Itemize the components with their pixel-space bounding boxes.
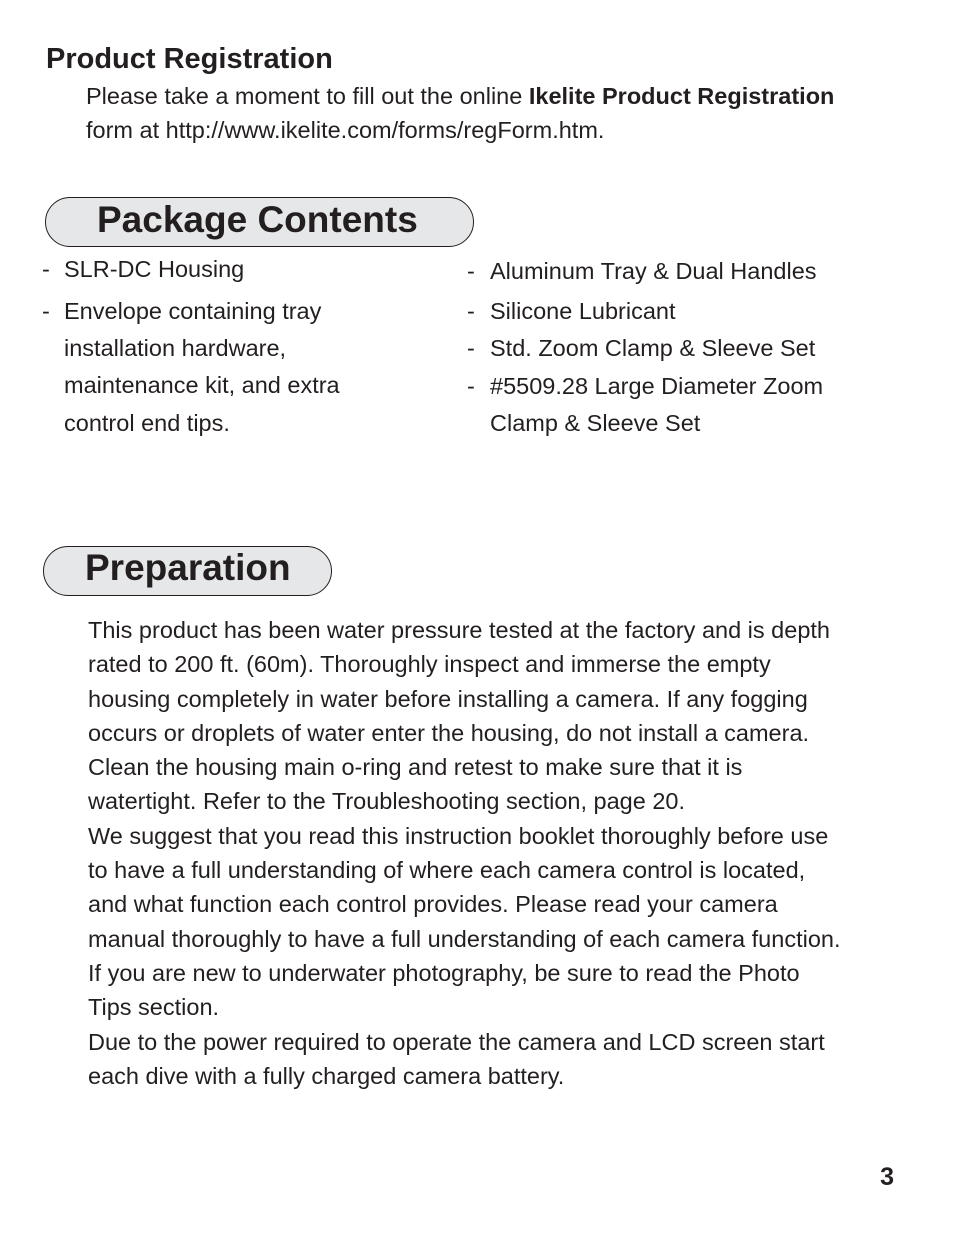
paragraph-line: Clean the housing main o-ring and retest to make sure that it is <box>88 754 743 781</box>
list-item-text: maintenance kit, and extra <box>64 372 340 398</box>
paragraph-line: If you are new to underwater photography, be sure to read the Photo <box>88 959 800 986</box>
registration-url-line: form at http://www.ikelite.com/forms/regForm.htm. <box>86 117 605 143</box>
list-item-text: #5509.28 Large Diameter Zoom <box>490 373 824 399</box>
registration-heading: Product Registration <box>46 43 333 75</box>
paragraph-line: to have a full understanding of where each camera control is located, <box>88 857 806 884</box>
paragraph-line: This product has been water pressure tested at the factory and is depth <box>88 617 830 643</box>
list-item-text: Silicone Lubricant <box>490 298 676 324</box>
bullet-dash: - <box>467 258 475 284</box>
list-item-text: installation hardware, <box>64 335 287 361</box>
bullet-dash: - <box>42 256 50 282</box>
bullet-dash: - <box>467 298 475 324</box>
list-item-text: Aluminum Tray & Dual Handles <box>490 258 817 284</box>
paragraph-line: occurs or droplets of water enter the housing, do not install a camera. <box>88 719 810 746</box>
bullet-dash: - <box>467 373 475 399</box>
registration-text: Please take a moment to fill out the online <box>86 83 529 109</box>
paragraph-line: each dive with a fully charged camera battery. <box>88 1062 565 1089</box>
list-item-text: Envelope containing tray <box>64 298 322 324</box>
paragraph-line: Due to the power required to operate the camera and LCD screen start <box>88 1028 825 1055</box>
paragraph-line: watertight. Refer to the Troubleshooting section, page 20. <box>88 788 686 815</box>
preparation-body <box>88 613 908 1093</box>
paragraph-line: We suggest that you read this instruction booklet thoroughly before use <box>88 822 829 849</box>
registration-text-line-1 <box>86 79 834 113</box>
package-contents-heading: Package Contents <box>97 199 418 240</box>
paragraph-line: rated to 200 ft. (60m). Thoroughly inspect and immerse the empty <box>88 651 771 678</box>
bullet-dash: - <box>42 298 50 324</box>
list-item-text: control end tips. <box>64 410 230 436</box>
page-number: 3 <box>880 1163 894 1191</box>
paragraph-line: manual thoroughly to have a full understanding of each camera function. <box>88 925 841 952</box>
registration-form-name: Ikelite Product Registration <box>528 83 835 109</box>
paragraph-line: housing completely in water before installing a camera. If any fogging <box>88 685 808 712</box>
list-item-text: Clamp & Sleeve Set <box>490 410 701 436</box>
paragraph-line: Tips section. <box>88 994 220 1021</box>
preparation-heading: Preparation <box>85 547 291 588</box>
bullet-dash: - <box>467 335 475 361</box>
paragraph-line: and what function each control provides. Please read your camera <box>88 891 778 918</box>
list-item-text: SLR-DC Housing <box>64 256 245 282</box>
list-item-text: Std. Zoom Clamp & Sleeve Set <box>490 335 816 361</box>
